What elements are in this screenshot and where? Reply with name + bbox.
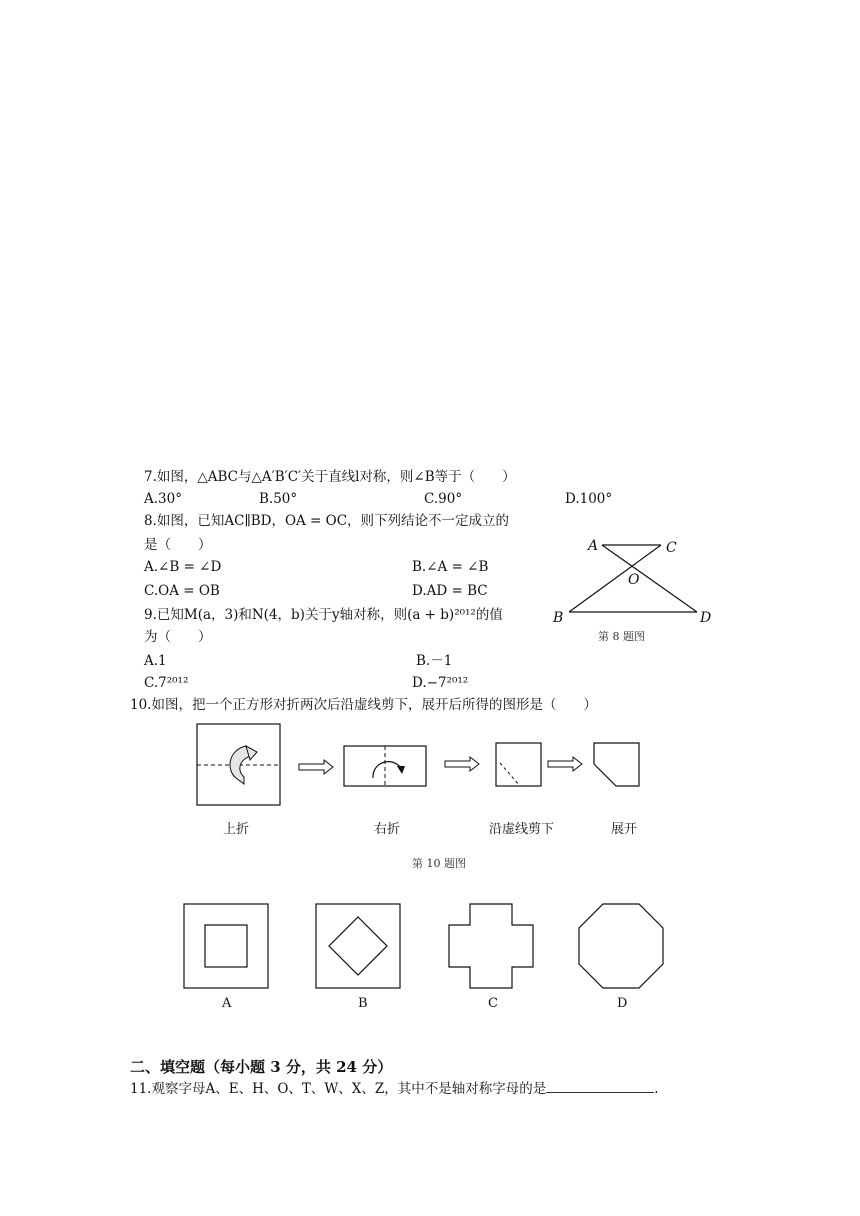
q9-stem-line2: 为（ ） [144,629,212,645]
q7-stem: 7.如图，△ABC与△A′B′C′关于直线l对称，则∠B等于（ ） [144,469,516,485]
q8-option-a: A.∠B = ∠D [144,559,222,575]
q8-label-d: D [700,610,712,626]
q8-stem-line1: 8.如图，已知AC∥BD，OA = OC，则下列结论不一定成立的 [144,513,510,529]
q10-caption: 第 10 题图 [412,857,466,870]
q10-stem: 10.如图，把一个正方形对折两次后沿虚线剪下，展开后所得的图形是（ ） [130,697,597,713]
q10-step-label-fold-up: 上折 [223,822,250,837]
q10-step-label-unfold: 展开 [611,822,638,837]
q8-caption: 第 8 题图 [598,630,645,643]
q11-stem: 11.观察字母A、E、H、O、T、W、X、Z，其中不是轴对称字母的是 [130,1081,547,1097]
q11-end: . [654,1081,659,1097]
q9-option-b: B.－1 [416,653,453,669]
q8-stem-line2: 是（ ） [144,537,212,553]
q9-option-d: D.−7²⁰¹² [412,675,469,691]
q8-option-b: B.∠A = ∠B [412,559,489,575]
q7-option-c: C.90° [424,491,463,507]
q10-option-d-label: D [617,996,628,1011]
q9-option-c: C.7²⁰¹² [144,675,189,691]
q8-label-b: B [553,610,564,626]
q10-step-label-cut: 沿虚线剪下 [489,822,555,837]
q8-option-d: D.AD = BC [412,583,488,599]
q8-label-c: C [666,540,677,556]
q8-label-a: A [588,538,599,554]
q10-step-label-fold-right: 右折 [374,822,401,837]
q10-option-b-label: B [358,996,368,1011]
q8-option-c: C.OA = OB [144,583,220,599]
q7-option-a: A.30° [144,491,182,507]
q7-option-d: D.100° [565,491,613,507]
q7-option-b: B.50° [259,491,298,507]
q9-stem-line1: 9.已知M(a，3)和N(4，b)关于y轴对称，则(a + b)²⁰¹²的值 [144,607,503,623]
q9-option-a: A.1 [144,653,167,669]
q8-label-o: O [628,572,640,588]
q10-option-a-label: A [222,996,232,1011]
q10-option-c-label: C [488,996,498,1011]
section-2-title: 二、填空题（每小题 3 分，共 24 分） [130,1058,393,1076]
q11-line [130,1080,659,1098]
q11-answer-blank[interactable] [546,1080,654,1093]
